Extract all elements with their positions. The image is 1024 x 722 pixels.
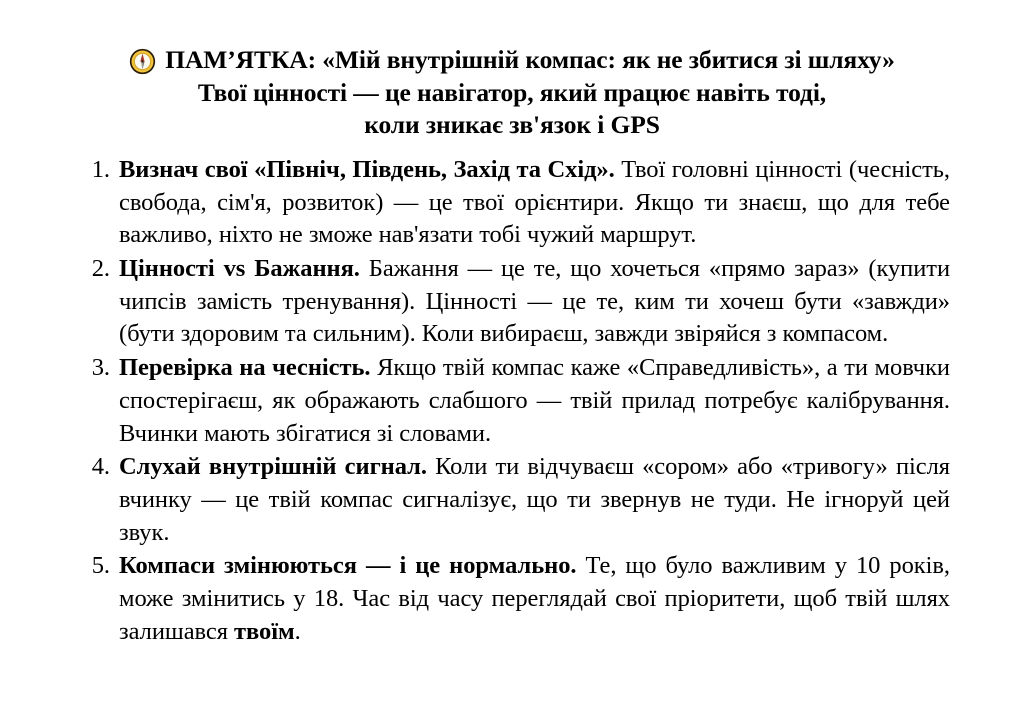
document-heading — [74, 44, 950, 142]
list-item — [74, 253, 950, 351]
list-item — [74, 352, 950, 450]
list-item-body: Якщо твій компас каже «Справедливість», а ти мовчки спостерігаєш, як ображають слабшого — твій прилад потребує калібрування. Вчинки мають збігатися зі словами. — [119, 354, 950, 447]
heading-line-3: коли зникає зв'язок і GPS — [364, 110, 660, 140]
compass-icon — [129, 48, 156, 75]
list-item-lead: Перевірка на чесність. — [119, 354, 371, 382]
list-item-body: Бажання — це те, що хочеться «прямо зараз» (купити чипсів замість тренування). Цінності — це те, ким ти хочеш бути «завжди» (бути здоровим та сильним). Коли вибираєш, завжди звіряйся з компасом. — [119, 254, 951, 348]
list-item-lead: Слухай внутрішній сигнал. — [119, 453, 427, 481]
list-item — [74, 451, 950, 549]
heading-line-1 — [74, 44, 950, 77]
list-item-lead: Цінності vs Бажання. — [119, 254, 360, 282]
list-item-body: Те, що було важливим у 10 років, може змінитись у 18. Час від часу переглядай свої пріоритети, щоб твій шлях залишався — [119, 552, 950, 645]
list-item — [74, 154, 950, 252]
memo-list — [74, 154, 950, 649]
list-item-lead: Компаси змінюються — і це нормально. — [119, 552, 577, 580]
list-item-lead: Визнач свої «Північ, Південь, Захід та Схід». — [119, 155, 615, 183]
list-item — [74, 550, 950, 648]
heading-title-text: ПАМ’ЯТКА: «Мій внутрішній компас: як не збитися зі шляху» — [165, 45, 895, 74]
list-item-body: Коли ти відчуваєш «сором» або «тривогу» після вчинку — це твій компас сигналізує, що ти звернув не туди. Не ігноруй цей звук. — [119, 453, 950, 546]
list-item-body-tail: . — [294, 617, 301, 645]
list-item-body-emphasis: твоїм — [234, 617, 295, 645]
heading-line-2: Твої цінності — це навігатор, який працює навіть тоді, — [197, 77, 827, 107]
list-item-body: Твої головні цінності (чесність, свобода, сім'я, розвиток) — це твої орієнтири. Якщо ти знаєш, що для тебе важливо, ніхто не зможе нав'язати тобі чужий маршрут. — [119, 155, 950, 249]
